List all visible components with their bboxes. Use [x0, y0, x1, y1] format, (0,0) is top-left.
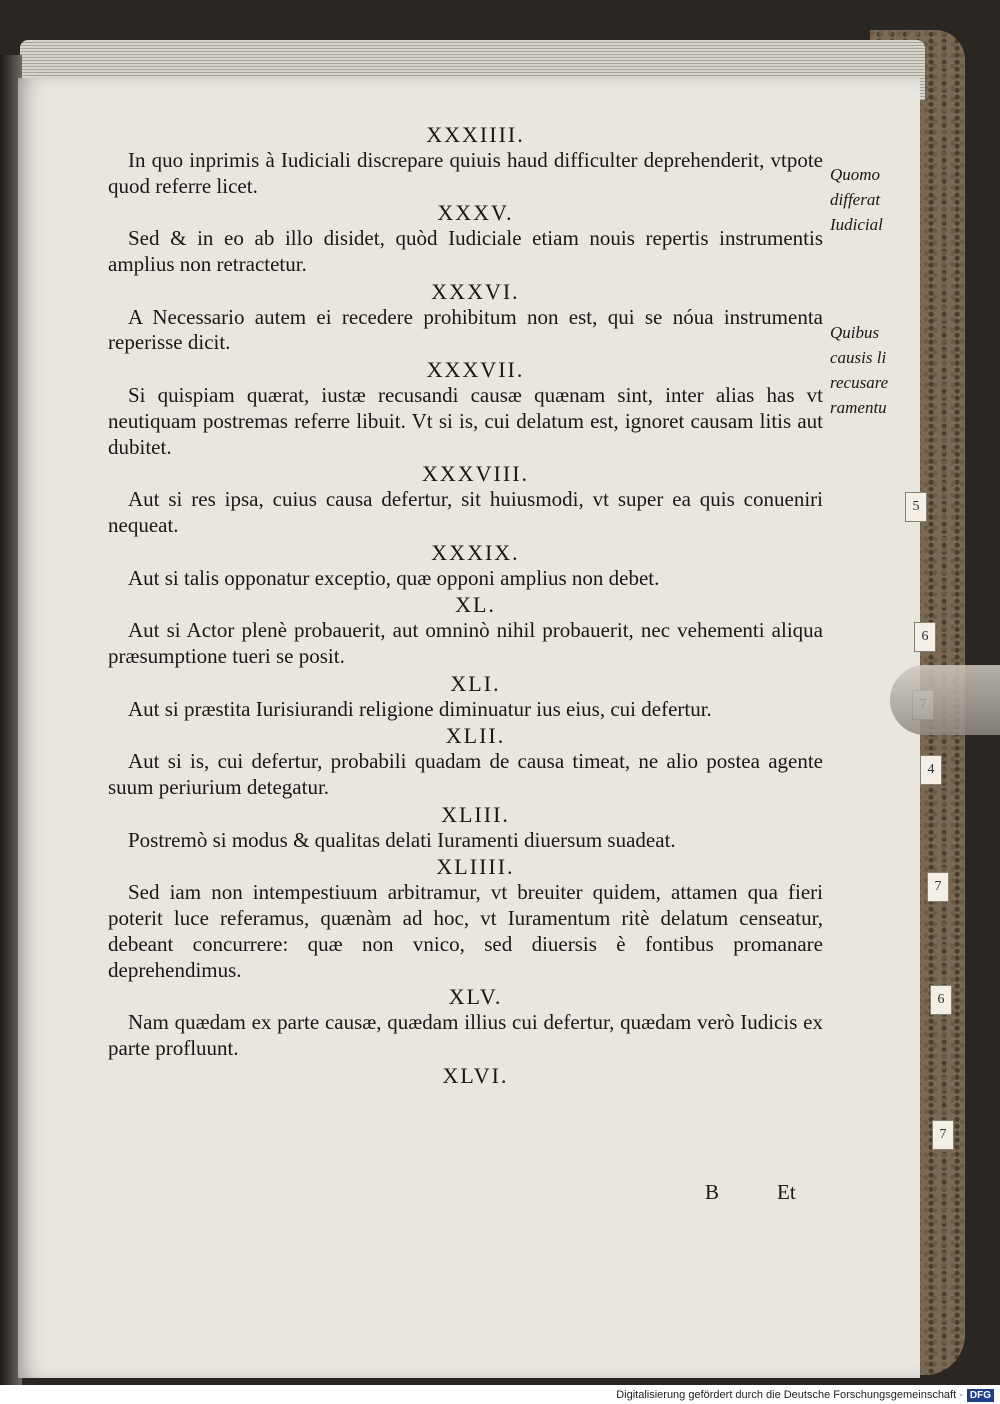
- margin-note-line: causis li: [830, 348, 887, 367]
- section-paragraph: Sed iam non intempestiuum arbitramur, vt breuiter quidem, attamen qua fieri poterit luce referamus, quænàm ad hoc, vt Iuramentum ritè delatum censeatur, debeant concurrere: quæ non vnico, sed diuersis è fontibus promanare deprehendimus.: [108, 880, 823, 982]
- margin-note-quomodo: [830, 162, 910, 237]
- index-tab[interactable]: 7: [927, 872, 949, 902]
- section-numeral: XXXV.: [437, 200, 514, 226]
- section-numeral: XXXIX.: [431, 539, 520, 565]
- margin-note-line: recusare: [830, 373, 889, 392]
- section-paragraph: Sed & in eo ab illo disidet, quòd Iudiciale etiam nouis repertis instrumentis amplius non retractetur.: [108, 226, 823, 276]
- section-paragraph: Aut si præstita Iurisiurandi religione diminuatur ius eius, cui defertur.: [128, 696, 712, 721]
- dfg-logo: DFG: [967, 1389, 994, 1402]
- section-paragraph: A Necessario autem ei recedere prohibitum non est, qui se nóua instrumenta reperisse dicit.: [108, 304, 823, 355]
- section-paragraph: Aut si is, cui defertur, probabili quadam de causa timeat, ne alio postea agente suum periurium detegatur.: [108, 749, 823, 799]
- section-paragraph: In quo inprimis à Iudiciali discrepare quiuis haud difficulter deprehenderit, vtpote quod referre licet.: [108, 147, 823, 198]
- section-numeral: XXXVIII.: [421, 461, 530, 487]
- page-text-block: [108, 122, 823, 1088]
- margin-note-quibus: [830, 320, 910, 420]
- section-paragraph: Aut si talis opponatur exceptio, quæ opponi amplius non debet.: [128, 565, 660, 590]
- section-numeral: XLV.: [448, 984, 503, 1010]
- index-tab[interactable]: 6: [914, 622, 936, 652]
- page-footer-signature: [705, 1180, 854, 1205]
- section-numeral: XLIIII.: [436, 854, 515, 880]
- section-numeral: XL.: [455, 592, 496, 618]
- catchword: Et: [777, 1180, 796, 1204]
- banner-text: Digitalisierung gefördert durch die Deutsche Forschungsgemeinschaft ·: [616, 1389, 963, 1401]
- margin-note-line: Quomo: [830, 165, 881, 184]
- margin-note-line: Quibus: [830, 323, 880, 342]
- section-paragraph: Aut si Actor plenè probauerit, aut omninò nihil probauerit, nec vehementi aliqua præsumptione tueri se posit.: [108, 618, 823, 668]
- index-tab[interactable]: 5: [905, 492, 927, 522]
- index-tab[interactable]: 6: [930, 985, 952, 1015]
- margin-note-line: differat: [830, 190, 881, 209]
- index-tab[interactable]: 4: [920, 755, 942, 785]
- section-paragraph: Si quispiam quærat, iustæ recusandi causæ quænam sint, inter alias has vt neutiquam postremas referre libuit. Vt si is, cui delatum est, ignoret causam litis aut dubitet.: [108, 382, 823, 459]
- section-numeral: XLII.: [445, 723, 506, 749]
- section-numeral: XXXVI.: [431, 278, 520, 304]
- section-numeral: XLIII.: [441, 801, 510, 827]
- section-paragraph: Postremò si modus & qualitas delati Iuramenti diuersum suadeat.: [128, 827, 676, 852]
- margin-note-line: ramentu: [830, 398, 887, 417]
- section-paragraph: Aut si res ipsa, cuius causa defertur, sit huiusmodi, vt super ea quis conueniri nequeat.: [108, 487, 823, 537]
- index-tab[interactable]: 7: [932, 1120, 954, 1150]
- section-numeral: XXXIIII.: [426, 122, 525, 147]
- section-numeral: XLI.: [450, 670, 501, 696]
- margin-note-line: Iudicial: [830, 215, 883, 234]
- signature-mark: B: [705, 1180, 720, 1204]
- digitization-banner: [0, 1386, 1000, 1404]
- section-numeral: XLVI.: [442, 1062, 509, 1088]
- section-paragraph: Nam quædam ex parte causæ, quædam illius cui defertur, quædam verò Iudicis ex parte profluunt.: [108, 1010, 823, 1060]
- section-numeral: XXXVII.: [426, 357, 525, 383]
- page-clip-holder: [890, 665, 1000, 735]
